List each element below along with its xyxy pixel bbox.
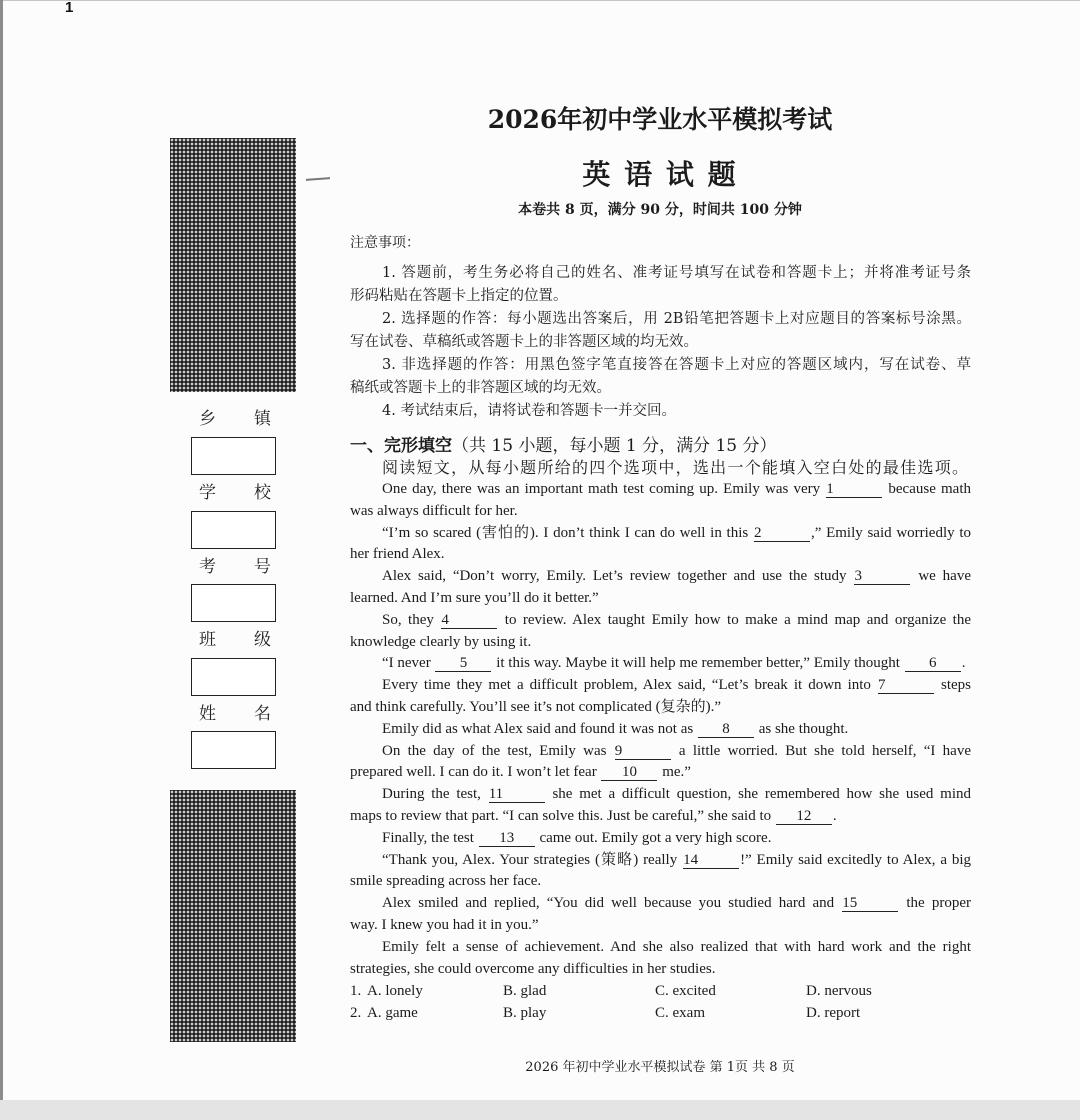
scan-edge-top — [0, 0, 1080, 1]
line-text: 3. 非选择题的作答：用黑色签字笔直接答在答题卡上对应的答题区域内，写在试卷、草 — [382, 357, 971, 373]
line-text: Emily felt a sense of achievement. And she also realized that with hard work and the right — [382, 938, 971, 955]
line-text: came out. Emily got a very high score. — [535, 829, 772, 846]
field-label-char: 学 — [199, 483, 216, 503]
line-text: “I’m so scared (害怕的). I don’t think I can do well in this — [382, 524, 753, 541]
field-label-name — [199, 703, 271, 725]
blank-8: 8 — [698, 722, 754, 738]
blank-1: 1 — [826, 482, 882, 498]
line-text: smile spreading across her face. — [350, 873, 542, 890]
notes-heading: 注意事项： — [350, 235, 420, 251]
line-text: So, they — [382, 611, 441, 628]
option-c: C. exam — [655, 1005, 705, 1021]
blank-4: 4 — [441, 613, 497, 629]
line-text: and think carefully. You’ll see it’s not complicated (复杂的).” — [350, 698, 722, 715]
passage-line — [350, 915, 971, 937]
blank-6: 6 — [905, 656, 961, 672]
section-heading — [350, 435, 970, 457]
blank-12: 12 — [776, 809, 832, 825]
option-b: B. glad — [503, 983, 547, 999]
passage-line — [350, 741, 971, 763]
field-label-char: 姓 — [199, 704, 216, 724]
section-heading-title: 一、完形填空 — [350, 436, 452, 456]
field-label-exam-number — [199, 556, 271, 578]
line-text: me.” — [658, 764, 691, 781]
line-text: we have — [911, 568, 971, 585]
field-label-town — [199, 408, 271, 430]
note-line — [350, 331, 971, 354]
binding-pattern-top — [170, 138, 296, 392]
line-text: was always difficult for her. — [350, 502, 518, 519]
line-text: her friend Alex. — [350, 546, 445, 563]
line-text: knowledge clearly by using it. — [350, 633, 532, 650]
passage-line — [350, 675, 971, 697]
line-text: ,” Emily said worriedly to — [810, 524, 971, 541]
note-line — [350, 377, 971, 400]
passage-line — [350, 566, 971, 588]
field-label-char: 名 — [254, 704, 271, 724]
page-footer: 2026 年初中学业水平模拟试卷 第 1页 共 8 页 — [525, 1060, 795, 1075]
passage-line — [350, 588, 971, 610]
passage-line — [350, 697, 971, 719]
exam-number-box — [191, 584, 276, 622]
passage-line — [350, 784, 971, 806]
field-label-char: 乡 — [199, 409, 216, 429]
scan-bottom-strip — [0, 1100, 1080, 1120]
blank-11: 11 — [489, 787, 545, 803]
passage-line — [350, 610, 971, 632]
line-text: strategies, she could overcome any difficulties in her studies. — [350, 960, 716, 977]
line-text: Alex smiled and replied, “You did well because you studied hard and — [382, 895, 842, 912]
cloze-passage — [350, 479, 971, 980]
line-text: Every time they met a difficult problem, Alex said, “Let’s break it down into — [382, 677, 877, 694]
binding-pattern-bottom — [170, 790, 296, 1042]
exam-title: 2026年初中学业水平模拟考试 — [487, 105, 833, 134]
notes-list — [350, 262, 971, 423]
line-text: Emily did as what Alex said and found it was not as — [382, 720, 697, 737]
passage-line — [350, 479, 971, 501]
option-a: A. game — [367, 1005, 418, 1021]
blank-13: 13 — [479, 831, 535, 847]
line-text: steps — [934, 677, 971, 694]
note-line — [350, 308, 971, 331]
line-text: it this way. Maybe it will help me remember better,” Emily thought — [492, 655, 904, 672]
blank-5: 5 — [435, 656, 491, 672]
blank-2: 2 — [754, 526, 810, 542]
line-text: 4. 考试结束后，请将试卷和答题卡一并交回。 — [382, 403, 676, 419]
passage-line — [350, 632, 971, 654]
line-text: 1. 答题前，考生务必将自己的姓名、准考证号填写在试卷和答题卡上；并将准考证号条 — [382, 265, 971, 281]
section-heading-detail: （共 15 小题，每小题 1 分，满分 15 分） — [452, 436, 777, 456]
line-text: 写在试卷、草稿纸或答题卡上的非答题区域的均无效。 — [350, 334, 698, 350]
passage-line — [350, 523, 971, 545]
passage-line — [350, 828, 971, 850]
passage-line — [350, 501, 971, 523]
scan-mark — [306, 177, 330, 181]
note-line — [350, 354, 971, 377]
option-c: C. excited — [655, 983, 716, 999]
line-text: . — [832, 807, 837, 824]
exam-info: 本卷共 8 页，满分 90 分，时间共 100 分钟 — [518, 202, 802, 218]
line-text: !” Emily said excitedly to Alex, a big — [740, 851, 971, 868]
line-text: On the day of the test, Emily was — [382, 742, 614, 759]
line-text: 稿纸或答题卡上的非答题区域的均无效。 — [350, 380, 611, 396]
field-label-char: 班 — [199, 630, 216, 650]
note-line — [350, 285, 971, 308]
line-text: the proper — [899, 895, 971, 912]
passage-line — [350, 959, 971, 981]
option-d: D. report — [806, 1005, 861, 1021]
passage-line — [350, 762, 971, 784]
passage-line — [350, 653, 971, 675]
field-label-school — [199, 482, 271, 504]
field-label-char: 级 — [254, 630, 271, 650]
name-box — [191, 731, 276, 769]
passage-line — [350, 544, 971, 566]
option-b: B. play — [503, 1005, 547, 1021]
field-label-class — [199, 629, 271, 651]
line-text: “Thank you, Alex. Your strategies (策略) really — [382, 851, 683, 868]
option-row — [350, 980, 971, 1002]
passage-line — [350, 893, 971, 915]
options-list — [350, 980, 971, 1024]
subject-title: 英 语 试 题 — [582, 158, 738, 191]
line-text: as she thought. — [754, 720, 849, 737]
line-text: a little worried. But she told herself, “I have — [671, 742, 971, 759]
note-line — [350, 262, 971, 285]
line-text: During the test, — [382, 786, 488, 803]
line-text: maps to review that part. “I can solve this. Just be careful,” she said to — [350, 807, 775, 824]
field-label-char: 镇 — [254, 409, 271, 429]
scan-edge-left — [0, 0, 3, 1100]
town-box — [191, 437, 276, 475]
line-text: to review. Alex taught Emily how to make a mind map and organize the — [498, 611, 971, 628]
passage-line — [350, 871, 971, 893]
line-text: . — [961, 655, 966, 672]
passage-line — [350, 719, 971, 741]
section-directions: 阅读短文，从每小题所给的四个选项中，选出一个能填入空白处的最佳选项。 — [382, 458, 968, 477]
field-label-char: 考 — [199, 557, 216, 577]
option-d: D. nervous — [806, 983, 872, 999]
passage-line — [350, 806, 971, 828]
line-text: she met a difficult question, she remembered how she used mind — [545, 786, 971, 803]
line-text: way. I knew you had it in you.” — [350, 916, 539, 933]
line-text: because math — [883, 481, 971, 497]
line-text: “I never — [382, 655, 435, 672]
blank-15: 15 — [842, 896, 898, 912]
blank-10: 10 — [601, 765, 657, 781]
blank-3: 3 — [854, 569, 910, 585]
line-text: prepared well. I can do it. I won’t let fear — [350, 764, 601, 781]
blank-7: 7 — [878, 678, 934, 694]
question-number: 2. — [350, 1005, 362, 1021]
field-label-char: 校 — [254, 483, 271, 503]
school-box — [191, 511, 276, 549]
blank-14: 14 — [683, 853, 739, 869]
line-text: 2. 选择题的作答：每小题选出答案后，用 2B铅笔把答题卡上对应题目的答案标号涂黑。 — [382, 311, 971, 327]
line-text: learned. And I’m sure you’ll do it better.” — [350, 589, 599, 606]
option-a: A. lonely — [367, 983, 423, 999]
line-text: Alex said, “Don’t worry, Emily. Let’s review together and use the study — [382, 568, 854, 585]
line-text: One day, there was an important math test coming up. Emily was very — [382, 481, 826, 497]
field-label-char: 号 — [254, 557, 271, 577]
corner-page-mark: 1 — [65, 0, 74, 16]
question-number: 1. — [350, 983, 362, 999]
passage-line — [350, 937, 971, 959]
line-text: 形码粘贴在答题卡上指定的位置。 — [350, 288, 568, 304]
line-text: Finally, the test — [382, 829, 478, 846]
note-line — [350, 400, 971, 423]
blank-9: 9 — [615, 744, 671, 760]
class-box — [191, 658, 276, 696]
option-row — [350, 1002, 971, 1024]
passage-line — [350, 850, 971, 872]
